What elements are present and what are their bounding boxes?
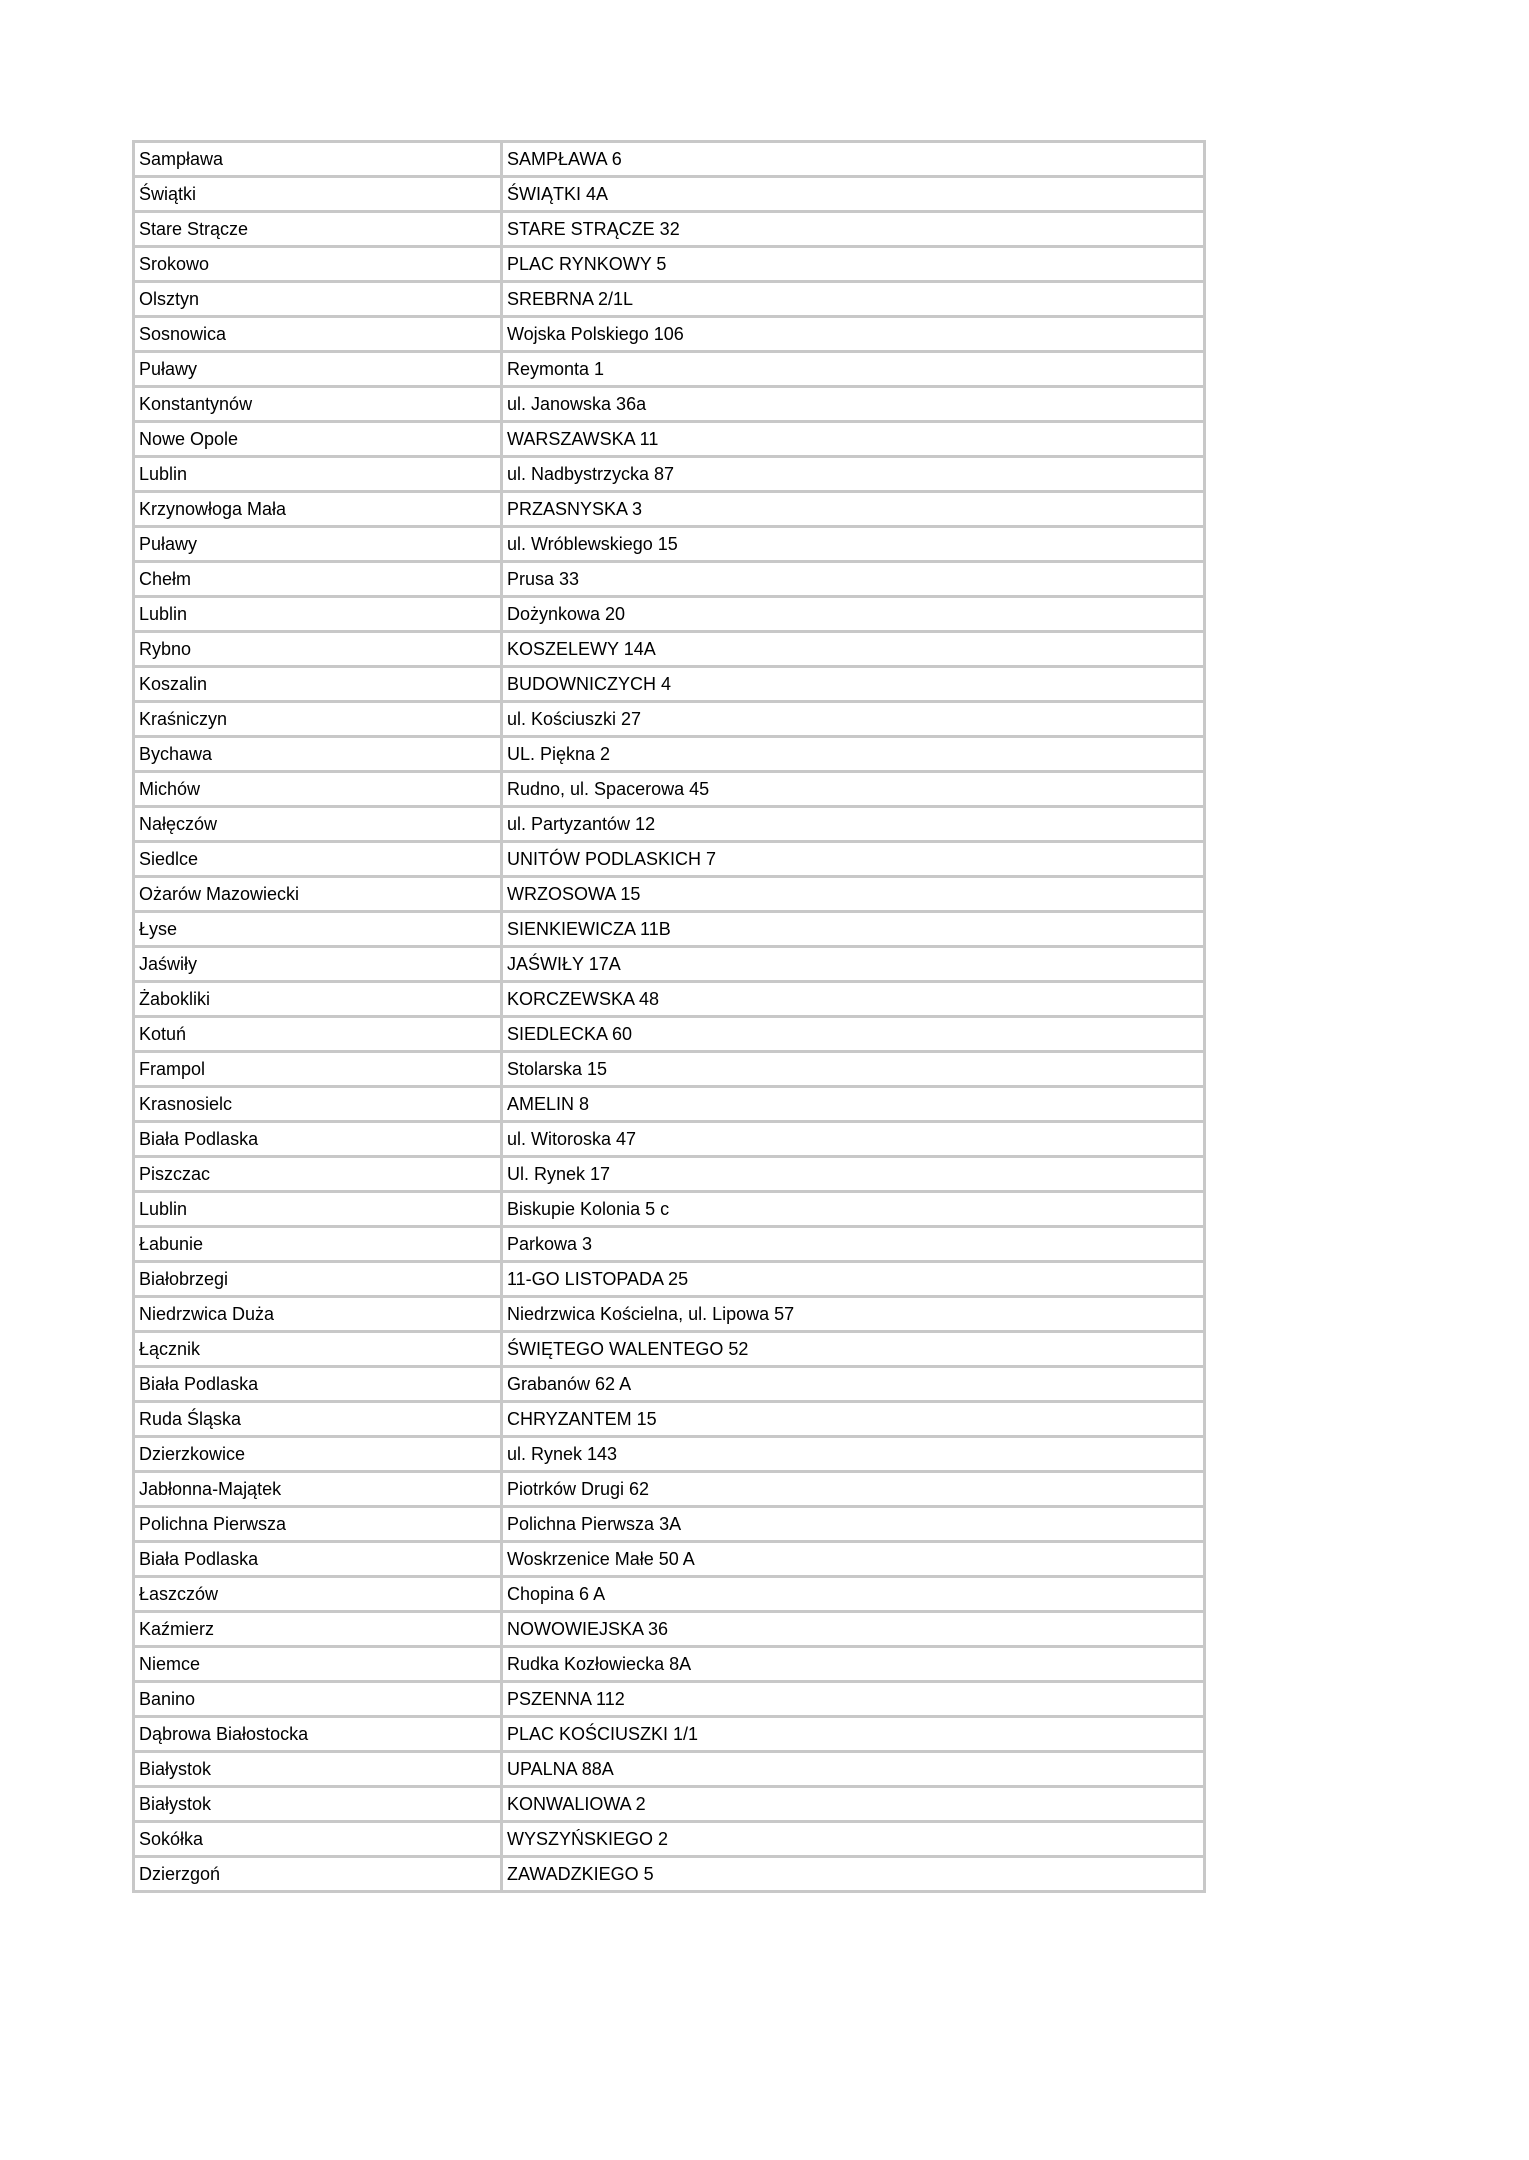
city-cell: Biała Podlaska — [134, 1367, 502, 1402]
city-cell: Łyse — [134, 912, 502, 947]
table-row — [134, 422, 1205, 457]
address-table-body — [134, 142, 1205, 1892]
city-cell: Stare Strącze — [134, 212, 502, 247]
table-row — [134, 1227, 1205, 1262]
table-row — [134, 1612, 1205, 1647]
table-row — [134, 177, 1205, 212]
table-row — [134, 1332, 1205, 1367]
city-cell: Ruda Śląska — [134, 1402, 502, 1437]
city-cell: Rybno — [134, 632, 502, 667]
address-cell: SIEDLECKA 60 — [502, 1017, 1205, 1052]
table-row — [134, 1122, 1205, 1157]
table-row — [134, 842, 1205, 877]
city-cell: Puławy — [134, 527, 502, 562]
address-cell: PRZASNYSKA 3 — [502, 492, 1205, 527]
address-cell: Rudka Kozłowiecka 8A — [502, 1647, 1205, 1682]
table-row — [134, 1192, 1205, 1227]
city-cell: Białystok — [134, 1752, 502, 1787]
city-cell: Piszczac — [134, 1157, 502, 1192]
city-cell: Puławy — [134, 352, 502, 387]
table-row — [134, 352, 1205, 387]
table-row — [134, 1647, 1205, 1682]
city-cell: Chełm — [134, 562, 502, 597]
city-cell: Srokowo — [134, 247, 502, 282]
city-cell: Sosnowica — [134, 317, 502, 352]
table-row — [134, 1367, 1205, 1402]
table-row — [134, 317, 1205, 352]
city-cell: Nałęczów — [134, 807, 502, 842]
table-row — [134, 947, 1205, 982]
city-cell: Koszalin — [134, 667, 502, 702]
document-page — [132, 140, 1206, 1893]
address-cell: STARE STRĄCZE 32 — [502, 212, 1205, 247]
city-cell: Nowe Opole — [134, 422, 502, 457]
address-cell: WARSZAWSKA 11 — [502, 422, 1205, 457]
address-cell: NOWOWIEJSKA 36 — [502, 1612, 1205, 1647]
table-row — [134, 1402, 1205, 1437]
table-row — [134, 667, 1205, 702]
table-row — [134, 1752, 1205, 1787]
table-row — [134, 1542, 1205, 1577]
table-row — [134, 1262, 1205, 1297]
table-row — [134, 1507, 1205, 1542]
table-row — [134, 632, 1205, 667]
table-row — [134, 492, 1205, 527]
city-cell: Sampława — [134, 142, 502, 177]
address-cell: PLAC RYNKOWY 5 — [502, 247, 1205, 282]
city-cell: Lublin — [134, 1192, 502, 1227]
address-cell: Piotrków Drugi 62 — [502, 1472, 1205, 1507]
city-cell: Żabokliki — [134, 982, 502, 1017]
table-row — [134, 562, 1205, 597]
address-cell: Stolarska 15 — [502, 1052, 1205, 1087]
address-cell: KONWALIOWA 2 — [502, 1787, 1205, 1822]
address-cell: Reymonta 1 — [502, 352, 1205, 387]
city-cell: Niedrzwica Duża — [134, 1297, 502, 1332]
address-cell: UPALNA 88A — [502, 1752, 1205, 1787]
table-row — [134, 1437, 1205, 1472]
city-cell: Krzynowłoga Mała — [134, 492, 502, 527]
address-cell: BUDOWNICZYCH 4 — [502, 667, 1205, 702]
address-cell: WRZOSOWA 15 — [502, 877, 1205, 912]
city-cell: Ożarów Mazowiecki — [134, 877, 502, 912]
city-cell: Łącznik — [134, 1332, 502, 1367]
address-cell: Ul. Rynek 17 — [502, 1157, 1205, 1192]
address-cell: Niedrzwica Kościelna, ul. Lipowa 57 — [502, 1297, 1205, 1332]
city-cell: Biała Podlaska — [134, 1122, 502, 1157]
city-cell: Frampol — [134, 1052, 502, 1087]
address-cell: Rudno, ul. Spacerowa 45 — [502, 772, 1205, 807]
table-row — [134, 1052, 1205, 1087]
address-cell: Biskupie Kolonia 5 c — [502, 1192, 1205, 1227]
table-row — [134, 737, 1205, 772]
address-cell: WYSZYŃSKIEGO 2 — [502, 1822, 1205, 1857]
address-cell: CHRYZANTEM 15 — [502, 1402, 1205, 1437]
table-row — [134, 457, 1205, 492]
table-row — [134, 982, 1205, 1017]
address-cell: ŚWIĄTKI 4A — [502, 177, 1205, 212]
address-cell: Dożynkowa 20 — [502, 597, 1205, 632]
city-cell: Kaźmierz — [134, 1612, 502, 1647]
address-cell: ZAWADZKIEGO 5 — [502, 1857, 1205, 1892]
table-row — [134, 1577, 1205, 1612]
address-cell: ŚWIĘTEGO WALENTEGO 52 — [502, 1332, 1205, 1367]
table-row — [134, 1682, 1205, 1717]
address-cell: Polichna Pierwsza 3A — [502, 1507, 1205, 1542]
address-cell: ul. Janowska 36a — [502, 387, 1205, 422]
table-row — [134, 1087, 1205, 1122]
table-row — [134, 597, 1205, 632]
table-row — [134, 912, 1205, 947]
city-cell: Banino — [134, 1682, 502, 1717]
address-cell: UNITÓW PODLASKICH 7 — [502, 842, 1205, 877]
city-cell: Bychawa — [134, 737, 502, 772]
table-row — [134, 1017, 1205, 1052]
address-cell: Parkowa 3 — [502, 1227, 1205, 1262]
city-cell: Jaświły — [134, 947, 502, 982]
city-cell: Dzierzkowice — [134, 1437, 502, 1472]
city-cell: Łabunie — [134, 1227, 502, 1262]
address-cell: ul. Partyzantów 12 — [502, 807, 1205, 842]
city-cell: Michów — [134, 772, 502, 807]
city-cell: Kraśniczyn — [134, 702, 502, 737]
city-cell: Siedlce — [134, 842, 502, 877]
table-row — [134, 772, 1205, 807]
table-row — [134, 1157, 1205, 1192]
address-cell: ul. Nadbystrzycka 87 — [502, 457, 1205, 492]
address-cell: KORCZEWSKA 48 — [502, 982, 1205, 1017]
table-row — [134, 1857, 1205, 1892]
city-cell: Krasnosielc — [134, 1087, 502, 1122]
table-row — [134, 1297, 1205, 1332]
table-row — [134, 1472, 1205, 1507]
address-cell: JAŚWIŁY 17A — [502, 947, 1205, 982]
address-cell: ul. Witoroska 47 — [502, 1122, 1205, 1157]
table-row — [134, 1717, 1205, 1752]
address-cell: Grabanów 62 A — [502, 1367, 1205, 1402]
city-cell: Lublin — [134, 597, 502, 632]
address-table — [132, 140, 1206, 1893]
city-cell: Olsztyn — [134, 282, 502, 317]
address-cell: ul. Rynek 143 — [502, 1437, 1205, 1472]
city-cell: Łaszczów — [134, 1577, 502, 1612]
address-cell: SREBRNA 2/1L — [502, 282, 1205, 317]
city-cell: Sokółka — [134, 1822, 502, 1857]
address-cell: Chopina 6 A — [502, 1577, 1205, 1612]
table-row — [134, 1822, 1205, 1857]
address-cell: ul. Kościuszki 27 — [502, 702, 1205, 737]
address-cell: AMELIN 8 — [502, 1087, 1205, 1122]
city-cell: Konstantynów — [134, 387, 502, 422]
city-cell: Jabłonna-Majątek — [134, 1472, 502, 1507]
city-cell: Lublin — [134, 457, 502, 492]
table-row — [134, 877, 1205, 912]
address-cell: Prusa 33 — [502, 562, 1205, 597]
address-cell: ul. Wróblewskiego 15 — [502, 527, 1205, 562]
table-row — [134, 282, 1205, 317]
city-cell: Świątki — [134, 177, 502, 212]
city-cell: Białobrzegi — [134, 1262, 502, 1297]
address-cell: SIENKIEWICZA 11B — [502, 912, 1205, 947]
table-row — [134, 387, 1205, 422]
city-cell: Kotuń — [134, 1017, 502, 1052]
table-row — [134, 702, 1205, 737]
address-cell: UL. Piękna 2 — [502, 737, 1205, 772]
table-row — [134, 247, 1205, 282]
city-cell: Dąbrowa Białostocka — [134, 1717, 502, 1752]
address-cell: KOSZELEWY 14A — [502, 632, 1205, 667]
table-row — [134, 1787, 1205, 1822]
table-row — [134, 527, 1205, 562]
city-cell: Niemce — [134, 1647, 502, 1682]
address-cell: Woskrzenice Małe 50 A — [502, 1542, 1205, 1577]
address-cell: 11-GO LISTOPADA 25 — [502, 1262, 1205, 1297]
table-row — [134, 142, 1205, 177]
table-row — [134, 212, 1205, 247]
address-cell: SAMPŁAWA 6 — [502, 142, 1205, 177]
address-cell: PLAC KOŚCIUSZKI 1/1 — [502, 1717, 1205, 1752]
city-cell: Dzierzgoń — [134, 1857, 502, 1892]
address-cell: Wojska Polskiego 106 — [502, 317, 1205, 352]
city-cell: Białystok — [134, 1787, 502, 1822]
city-cell: Biała Podlaska — [134, 1542, 502, 1577]
table-row — [134, 807, 1205, 842]
city-cell: Polichna Pierwsza — [134, 1507, 502, 1542]
address-cell: PSZENNA 112 — [502, 1682, 1205, 1717]
